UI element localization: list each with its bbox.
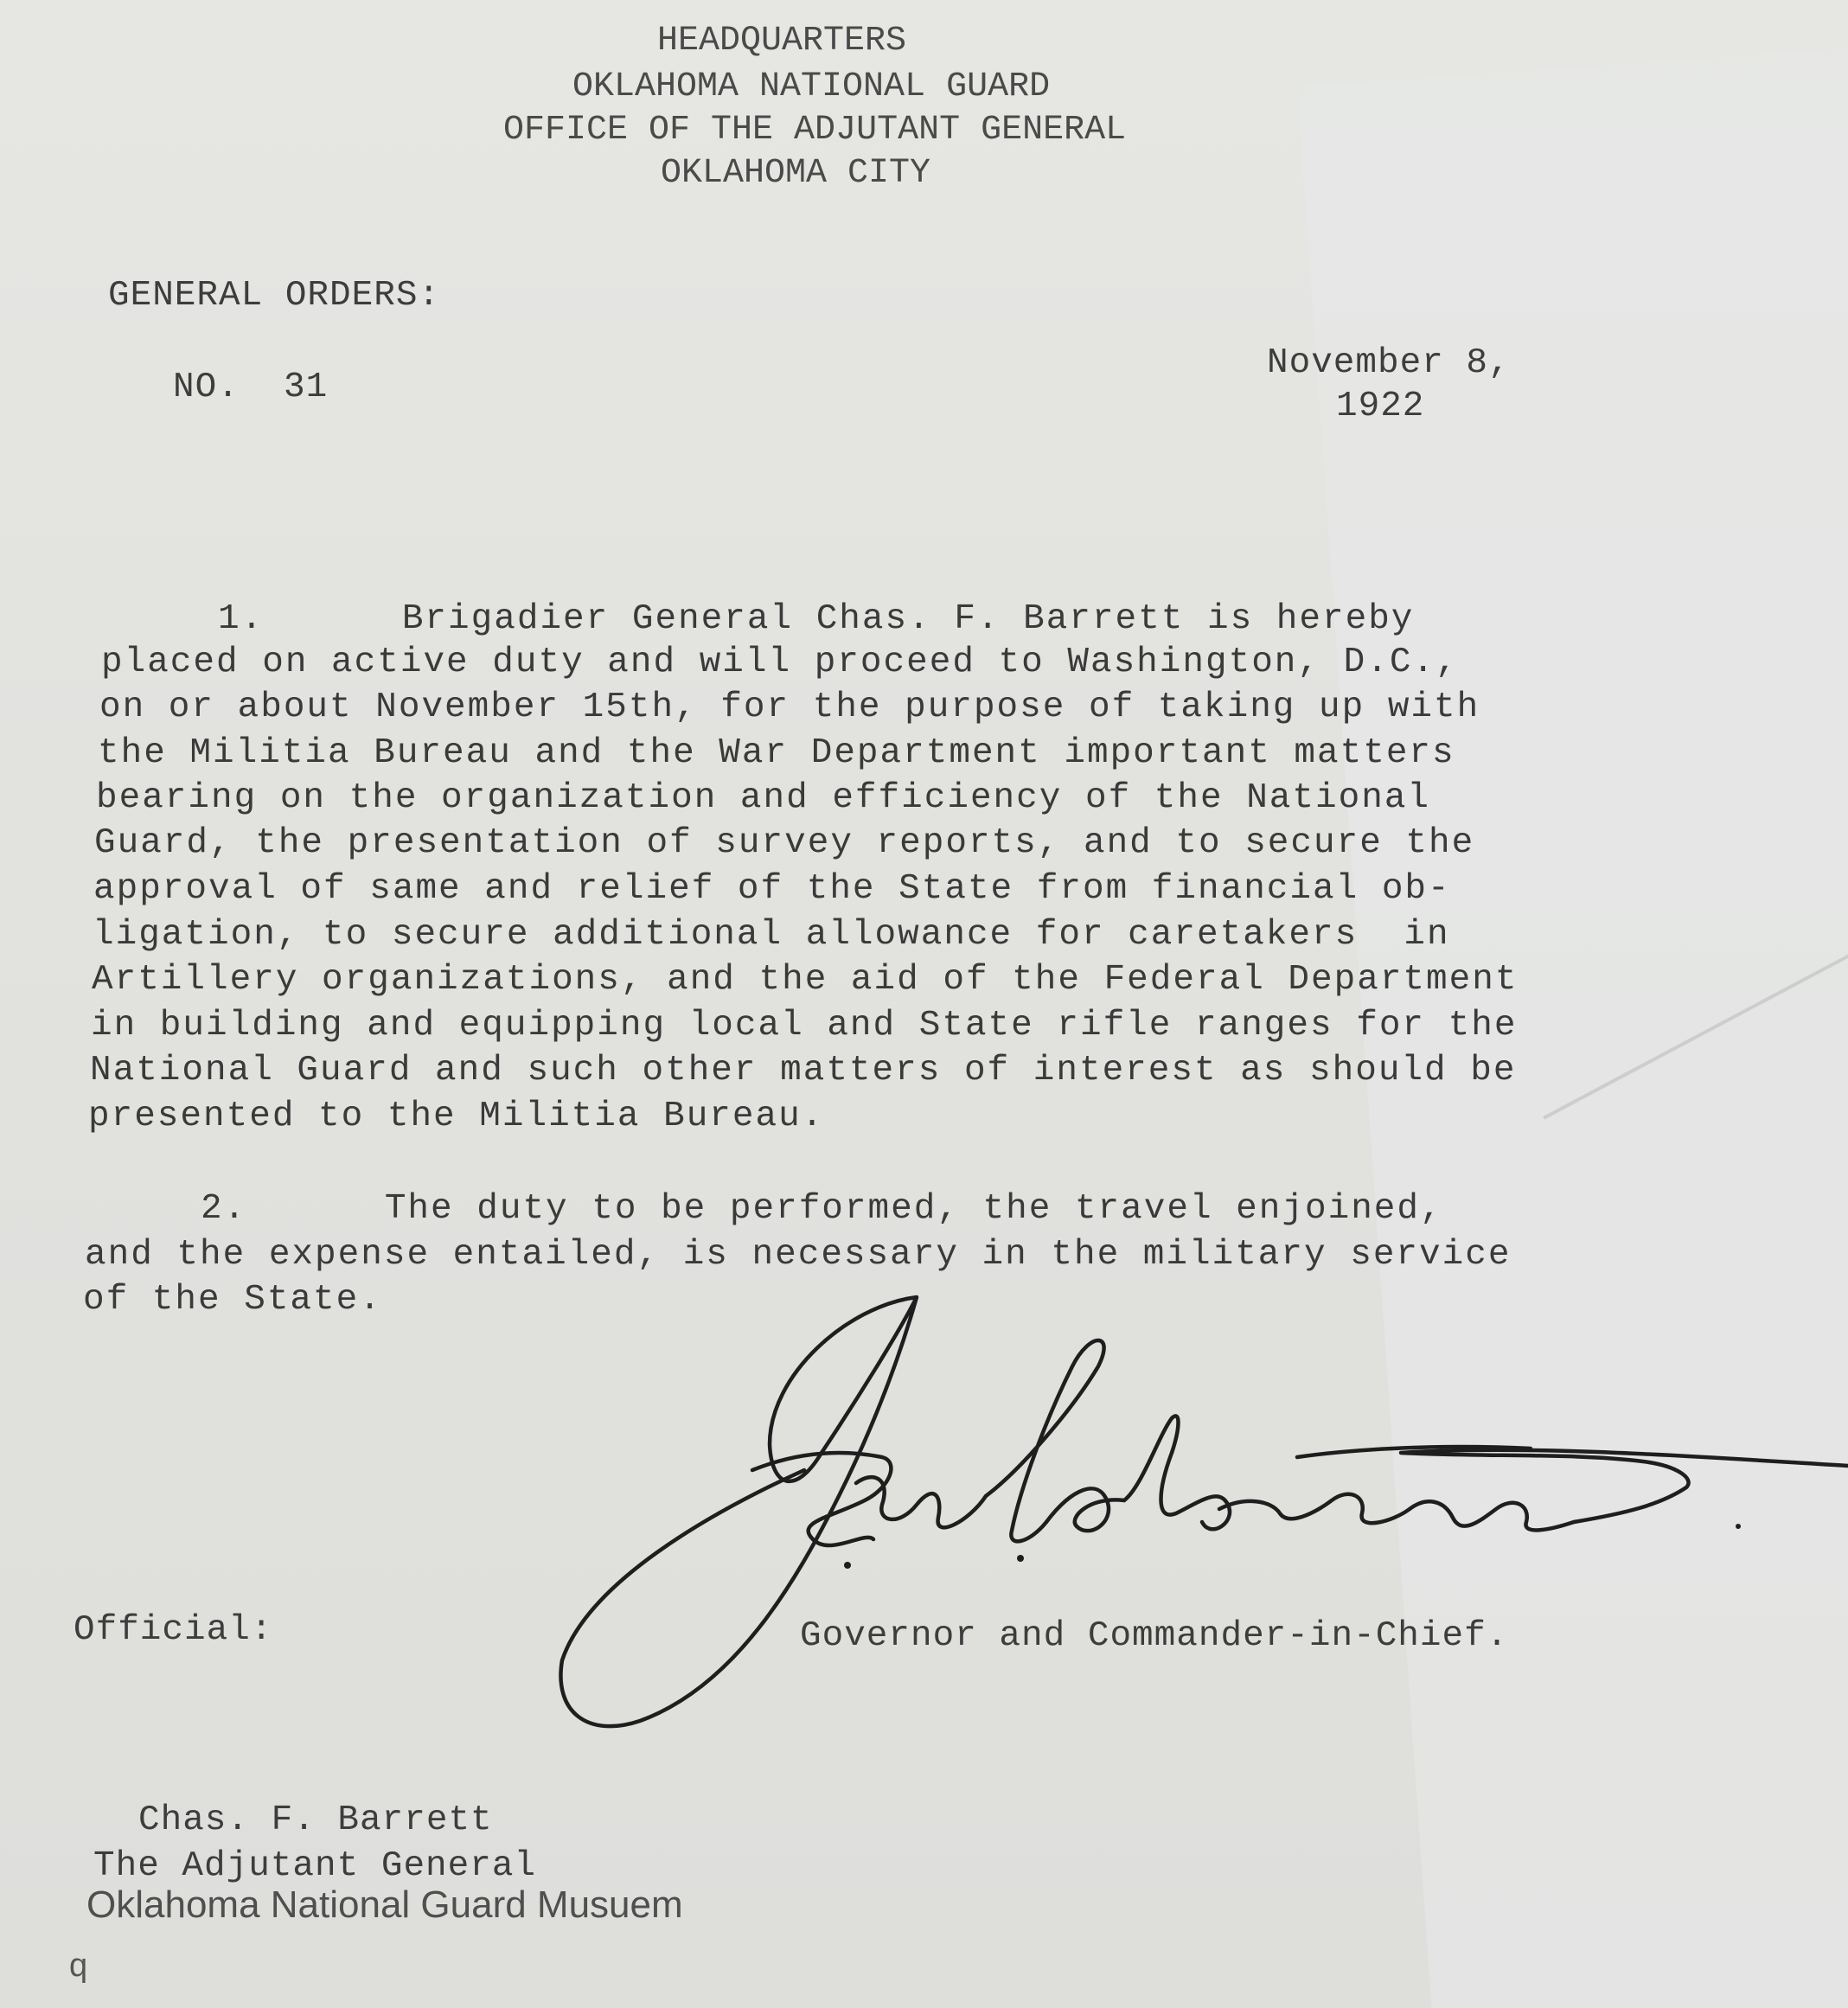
museum-watermark: Oklahoma National Guard Musuem [86, 1883, 683, 1926]
letterhead-line-4: OKLAHOMA CITY [661, 154, 931, 193]
letterhead-line-3: OFFICE OF THE ADJUTANT GENERAL [503, 111, 1127, 150]
letterhead-line-1: HEADQUARTERS [657, 22, 907, 61]
letterhead-line-2: OKLAHOMA NATIONAL GUARD [572, 67, 1051, 106]
handwritten-signature [536, 1280, 1848, 1730]
order-date-line-1: November 8, [1267, 343, 1511, 383]
paragraph-1-line: presented to the Militia Bureau. [88, 1097, 825, 1136]
attestation-name: Chas. F. Barrett [138, 1800, 493, 1840]
paragraph-2-line: and the expense entailed, is necessary in the military service [85, 1235, 1512, 1275]
paragraph-1-line: bearing on the organization and efficiency of the National [96, 778, 1431, 818]
order-number: NO. 31 [173, 368, 329, 407]
paragraph-1-line: National Guard and such other matters of interest as should be [90, 1051, 1517, 1090]
paragraph-1-line: the Militia Bureau and the War Department important matters [98, 733, 1455, 773]
paragraph-1-line: approval of same and relief of the State from financial ob- [93, 869, 1451, 909]
paragraph-1-line: in building and equipping local and State rifle ranges for the [91, 1006, 1518, 1046]
paragraph-1-line: Guard, the presentation of survey reports, and to secure the [94, 823, 1475, 863]
general-orders-label: GENERAL ORDERS: [108, 276, 441, 316]
page-mark: q [69, 1947, 88, 1984]
paragraph-1-line: on or about November 15th, for the purpose of taking up with [99, 687, 1480, 727]
paragraph-1-line: placed on active duty and will proceed to Washington, D.C., [101, 643, 1459, 682]
paragraph-1-line: Artillery organizations, and the aid of the Federal Department [92, 960, 1519, 1000]
attestation-title: The Adjutant General [93, 1846, 537, 1886]
paragraph-2-line: 2. The duty to be performed, the travel enjoined, [201, 1189, 1443, 1229]
official-label: Official: [74, 1610, 273, 1650]
paragraph-1-line: 1. Brigadier General Chas. F. Barrett is hereby [218, 599, 1415, 639]
paragraph-2-line: of the State. [83, 1280, 382, 1320]
order-date-line-2: 1922 [1336, 387, 1425, 426]
signatory-title: Governor and Commander-in-Chief. [800, 1616, 1509, 1656]
paragraph-1-line: ligation, to secure additional allowance for caretakers in [93, 915, 1450, 955]
